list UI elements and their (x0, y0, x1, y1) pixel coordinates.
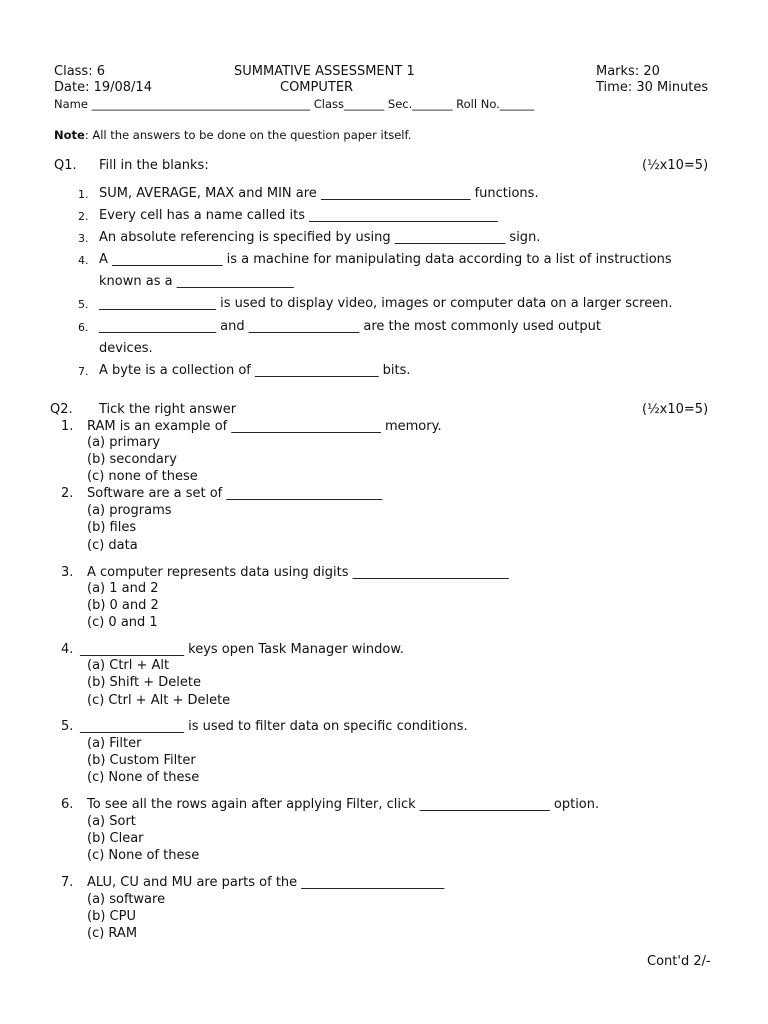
q1-item-text: __________________ and _________________ are the most commonly used output (99, 319, 601, 334)
q2-item-number: 4. (61, 642, 74, 657)
q1-item-number: 4. (78, 254, 89, 267)
q2-option: (c) Ctrl + Alt + Delete (87, 693, 231, 708)
q1-item-continuation: known as a __________________ (99, 274, 294, 289)
q1-item-text: A _________________ is a machine for manipulating data according to a list of instructions (99, 252, 672, 267)
q1-item-text: A byte is a collection of ___________________ bits. (99, 363, 411, 378)
q1-item-text: An absolute referencing is specified by using _________________ sign. (99, 230, 541, 245)
q2-item-number: 1. (61, 419, 74, 434)
q2-item-number: 5. (61, 719, 74, 734)
q2-option: (a) programs (87, 503, 172, 518)
q2-item-number: 3. (61, 565, 74, 580)
q2-item-text: ________________ keys open Task Manager window. (80, 642, 404, 657)
q1-item-number: 5. (78, 298, 89, 311)
note-label: Note (54, 128, 85, 142)
q1-marks: (½x10=5) (642, 158, 709, 173)
q2-option: (c) None of these (87, 848, 200, 863)
q2-option: (c) RAM (87, 926, 138, 941)
q2-option: (c) data (87, 538, 138, 553)
q2-option: (c) none of these (87, 469, 198, 484)
q1-item-number: 7. (78, 365, 89, 378)
q2-marks: (½x10=5) (642, 402, 709, 417)
q2-item-number: 6. (61, 797, 74, 812)
q1-item-continuation: devices. (99, 341, 153, 356)
q2-option: (c) None of these (87, 770, 200, 785)
class-label: Class: 6 (54, 64, 105, 79)
q2-item-text: ________________ is used to filter data on specific conditions. (80, 719, 468, 734)
subject-label: COMPUTER (280, 80, 354, 95)
assessment-title: SUMMATIVE ASSESSMENT 1 (234, 64, 415, 79)
student-info-line: Name ______________________________________ Class_______ Sec._______ Roll No.______ (54, 97, 535, 111)
q2-option: (b) CPU (87, 909, 136, 924)
q1-title: Fill in the blanks: (99, 158, 209, 173)
q2-item-number: 2. (61, 486, 74, 501)
q2-item-text: Software are a set of ________________________ (87, 486, 383, 501)
q2-item-text: ALU, CU and MU are parts of the ______________________ (87, 875, 445, 890)
q2-number: Q2. (50, 402, 73, 417)
q2-title: Tick the right answer (99, 402, 237, 417)
q2-item-number: 7. (61, 875, 74, 890)
q2-option: (a) Ctrl + Alt (87, 658, 170, 673)
q2-option: (a) 1 and 2 (87, 581, 159, 596)
q2-option: (a) software (87, 892, 166, 907)
date-label: Date: 19/08/14 (54, 80, 152, 95)
time-label: Time: 30 Minutes (596, 80, 709, 95)
q2-option: (a) Filter (87, 736, 142, 751)
q2-option: (a) Sort (87, 814, 136, 829)
q2-item-text: A computer represents data using digits ________________________ (87, 565, 509, 580)
q2-option: (a) primary (87, 435, 161, 450)
q2-item-text: RAM is an example of _______________________ memory. (87, 419, 442, 434)
q1-item-text: __________________ is used to display video, images or computer data on a larger screen. (99, 296, 673, 311)
q2-option: (b) Clear (87, 831, 144, 846)
q2-option: (b) secondary (87, 452, 177, 467)
q2-option: (b) Custom Filter (87, 753, 196, 768)
note (54, 127, 411, 144)
q1-number: Q1. (54, 158, 77, 173)
q1-item-text: Every cell has a name called its _____________________________ (99, 208, 498, 223)
q1-item-text: SUM, AVERAGE, MAX and MIN are _______________________ functions. (99, 186, 539, 201)
continued-note: Cont'd 2/- (647, 954, 711, 969)
q1-item-number: 6. (78, 321, 89, 334)
q2-item-text: To see all the rows again after applying Filter, click ____________________ option. (87, 797, 600, 812)
q1-item-number: 3. (78, 232, 89, 245)
note-text: : All the answers to be done on the question paper itself. (84, 128, 412, 142)
q2-option: (c) 0 and 1 (87, 615, 158, 630)
q2-option: (b) 0 and 2 (87, 598, 159, 613)
marks-label: Marks: 20 (596, 64, 660, 79)
q1-item-number: 1. (78, 188, 89, 201)
q1-item-number: 2. (78, 210, 89, 223)
q2-option: (b) files (87, 520, 137, 535)
q2-option: (b) Shift + Delete (87, 675, 201, 690)
